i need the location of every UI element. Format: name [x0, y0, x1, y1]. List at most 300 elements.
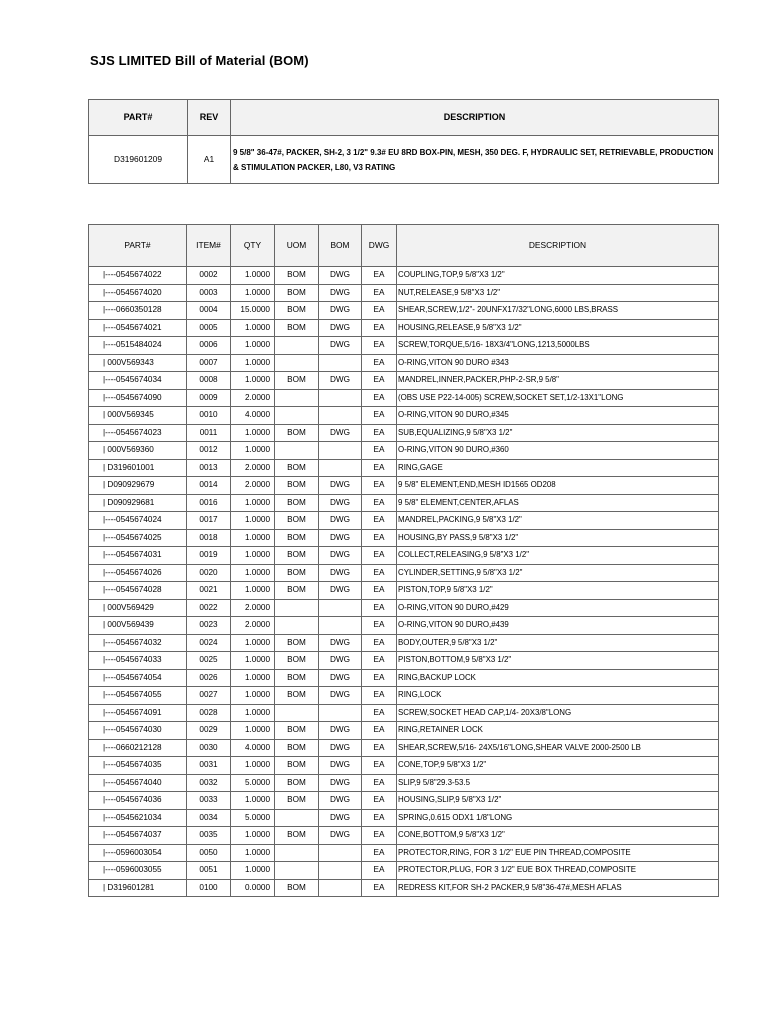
description-cell: SHEAR,SCREW,1/2"- 20UNFX17/32"LONG,6000 LBS,BRASS: [397, 302, 719, 320]
part-number-cell: |----0545621034: [89, 809, 187, 827]
quantity-cell: 2.0000: [231, 389, 275, 407]
table-row: [89, 687, 719, 705]
table-row: [89, 337, 719, 355]
description-cell: REDRESS KIT,FOR SH-2 PACKER,9 5/8"36-47#,MESH AFLAS: [397, 879, 719, 897]
part-number-cell: |----0545674021: [89, 319, 187, 337]
part-number-cell: |----0545674023: [89, 424, 187, 442]
dwg-cell: EA: [362, 722, 397, 740]
quantity-cell: 0.0000: [231, 879, 275, 897]
part-number-cell: | 000V569345: [89, 407, 187, 425]
table-row: [89, 529, 719, 547]
item-number-cell: 0032: [187, 774, 231, 792]
dwg-cell: EA: [362, 564, 397, 582]
bom-cell: DWG: [319, 652, 362, 670]
dwg-cell: EA: [362, 407, 397, 425]
description-cell: RING,BACKUP LOCK: [397, 669, 719, 687]
part-number-cell: | 000V569439: [89, 617, 187, 635]
bom-cell: DWG: [319, 477, 362, 495]
quantity-cell: 1.0000: [231, 652, 275, 670]
bom-col-description: DESCRIPTION: [397, 225, 719, 267]
bom-cell: DWG: [319, 319, 362, 337]
description-cell: O-RING,VITON 90 DURO,#429: [397, 599, 719, 617]
uom-cell: BOM: [275, 827, 319, 845]
item-number-cell: 0051: [187, 862, 231, 880]
quantity-cell: 1.0000: [231, 582, 275, 600]
description-cell: O-RING,VITON 90 DURO,#345: [397, 407, 719, 425]
item-number-cell: 0027: [187, 687, 231, 705]
quantity-cell: 1.0000: [231, 844, 275, 862]
dwg-cell: EA: [362, 424, 397, 442]
uom-cell: BOM: [275, 284, 319, 302]
uom-cell: [275, 599, 319, 617]
table-row: [89, 512, 719, 530]
item-number-cell: 0033: [187, 792, 231, 810]
table-row: [89, 354, 719, 372]
bom-cell: DWG: [319, 757, 362, 775]
table-row: [89, 652, 719, 670]
item-number-cell: 0006: [187, 337, 231, 355]
bom-cell: DWG: [319, 302, 362, 320]
dwg-cell: EA: [362, 879, 397, 897]
table-row: [89, 547, 719, 565]
part-number-cell: |----0660212128: [89, 739, 187, 757]
bom-cell: [319, 389, 362, 407]
description-cell: SUB,EQUALIZING,9 5/8"X3 1/2": [397, 424, 719, 442]
bom-cell: [319, 459, 362, 477]
bom-table-body: [89, 267, 719, 897]
item-number-cell: 0035: [187, 827, 231, 845]
uom-cell: [275, 844, 319, 862]
table-row: [89, 774, 719, 792]
part-number-cell: |----0660350128: [89, 302, 187, 320]
bom-cell: [319, 844, 362, 862]
item-number-cell: 0005: [187, 319, 231, 337]
table-row: [89, 827, 719, 845]
quantity-cell: 1.0000: [231, 319, 275, 337]
uom-cell: BOM: [275, 459, 319, 477]
quantity-cell: 1.0000: [231, 442, 275, 460]
part-number-cell: | D090929679: [89, 477, 187, 495]
dwg-cell: EA: [362, 267, 397, 285]
uom-cell: [275, 407, 319, 425]
dwg-cell: EA: [362, 774, 397, 792]
description-cell: RING,GAGE: [397, 459, 719, 477]
header-col-rev: REV: [188, 100, 231, 136]
dwg-cell: EA: [362, 372, 397, 390]
description-cell: RING,LOCK: [397, 687, 719, 705]
uom-cell: BOM: [275, 319, 319, 337]
uom-cell: BOM: [275, 669, 319, 687]
bom-cell: [319, 599, 362, 617]
uom-cell: [275, 862, 319, 880]
quantity-cell: 1.0000: [231, 827, 275, 845]
description-cell: 9 5/8" ELEMENT,END,MESH ID1565 OD208: [397, 477, 719, 495]
document-title: SJS LIMITED Bill of Material (BOM): [90, 53, 309, 68]
bom-cell: DWG: [319, 827, 362, 845]
description-cell: HOUSING,SLIP,9 5/8"X3 1/2": [397, 792, 719, 810]
description-cell: CONE,BOTTOM,9 5/8"X3 1/2": [397, 827, 719, 845]
header-col-description: DESCRIPTION: [231, 100, 719, 136]
item-number-cell: 0011: [187, 424, 231, 442]
quantity-cell: 2.0000: [231, 599, 275, 617]
table-row: [89, 617, 719, 635]
quantity-cell: 4.0000: [231, 739, 275, 757]
header-revision: A1: [188, 136, 231, 184]
table-row: [89, 389, 719, 407]
bom-cell: DWG: [319, 564, 362, 582]
description-cell: SCREW,SOCKET HEAD CAP,1/4- 20X3/8"LONG: [397, 704, 719, 722]
uom-cell: [275, 809, 319, 827]
description-cell: PISTON,BOTTOM,9 5/8"X3 1/2": [397, 652, 719, 670]
table-row: [89, 757, 719, 775]
item-number-cell: 0016: [187, 494, 231, 512]
item-number-cell: 0019: [187, 547, 231, 565]
item-number-cell: 0002: [187, 267, 231, 285]
uom-cell: BOM: [275, 424, 319, 442]
part-number-cell: |----0545674032: [89, 634, 187, 652]
bom-cell: DWG: [319, 634, 362, 652]
quantity-cell: 1.0000: [231, 424, 275, 442]
part-number-cell: |----0545674028: [89, 582, 187, 600]
item-number-cell: 0029: [187, 722, 231, 740]
part-number-cell: | D090929681: [89, 494, 187, 512]
dwg-cell: EA: [362, 302, 397, 320]
quantity-cell: 1.0000: [231, 862, 275, 880]
dwg-cell: EA: [362, 652, 397, 670]
quantity-cell: 1.0000: [231, 284, 275, 302]
bom-cell: DWG: [319, 669, 362, 687]
item-number-cell: 0028: [187, 704, 231, 722]
bom-cell: [319, 407, 362, 425]
bom-col-uom: UOM: [275, 225, 319, 267]
part-number-cell: | 000V569429: [89, 599, 187, 617]
part-number-cell: |----0545674020: [89, 284, 187, 302]
uom-cell: BOM: [275, 302, 319, 320]
header-table: [88, 99, 719, 184]
description-cell: BODY,OUTER,9 5/8"X3 1/2": [397, 634, 719, 652]
part-number-cell: | D319601281: [89, 879, 187, 897]
item-number-cell: 0031: [187, 757, 231, 775]
part-number-cell: |----0545674022: [89, 267, 187, 285]
part-number-cell: |----0545674031: [89, 547, 187, 565]
part-number-cell: |----0545674055: [89, 687, 187, 705]
bom-cell: DWG: [319, 792, 362, 810]
uom-cell: [275, 442, 319, 460]
uom-cell: BOM: [275, 757, 319, 775]
description-cell: PROTECTOR,PLUG, FOR 3 1/2" EUE BOX THREAD,COMPOSITE: [397, 862, 719, 880]
part-number-cell: |----0545674033: [89, 652, 187, 670]
description-cell: NUT,RELEASE,9 5/8"X3 1/2": [397, 284, 719, 302]
dwg-cell: EA: [362, 582, 397, 600]
quantity-cell: 1.0000: [231, 547, 275, 565]
part-number-cell: |----0545674040: [89, 774, 187, 792]
dwg-cell: EA: [362, 669, 397, 687]
header-part-number: D319601209: [89, 136, 188, 184]
dwg-cell: EA: [362, 319, 397, 337]
bom-col-item: ITEM#: [187, 225, 231, 267]
dwg-cell: EA: [362, 827, 397, 845]
dwg-cell: EA: [362, 494, 397, 512]
quantity-cell: 1.0000: [231, 512, 275, 530]
uom-cell: BOM: [275, 774, 319, 792]
description-cell: O-RING,VITON 90 DURO,#360: [397, 442, 719, 460]
table-row: [89, 792, 719, 810]
quantity-cell: 1.0000: [231, 529, 275, 547]
bom-cell: DWG: [319, 774, 362, 792]
item-number-cell: 0024: [187, 634, 231, 652]
uom-cell: BOM: [275, 477, 319, 495]
dwg-cell: EA: [362, 459, 397, 477]
description-cell: SPRING,0.615 ODX1 1/8"LONG: [397, 809, 719, 827]
quantity-cell: 2.0000: [231, 617, 275, 635]
dwg-cell: EA: [362, 792, 397, 810]
bom-cell: DWG: [319, 809, 362, 827]
bom-cell: [319, 354, 362, 372]
uom-cell: BOM: [275, 879, 319, 897]
part-number-cell: |----0545674026: [89, 564, 187, 582]
item-number-cell: 0030: [187, 739, 231, 757]
dwg-cell: EA: [362, 862, 397, 880]
table-row: [89, 809, 719, 827]
dwg-cell: EA: [362, 704, 397, 722]
table-row: [89, 844, 719, 862]
item-number-cell: 0012: [187, 442, 231, 460]
part-number-cell: |----0545674030: [89, 722, 187, 740]
part-number-cell: |----0545674091: [89, 704, 187, 722]
quantity-cell: 1.0000: [231, 634, 275, 652]
item-number-cell: 0026: [187, 669, 231, 687]
table-row: [89, 477, 719, 495]
quantity-cell: 4.0000: [231, 407, 275, 425]
item-number-cell: 0023: [187, 617, 231, 635]
part-number-cell: |----0545674054: [89, 669, 187, 687]
part-number-cell: | 000V569343: [89, 354, 187, 372]
table-row: [89, 722, 719, 740]
part-number-cell: |----0545674090: [89, 389, 187, 407]
table-row: [89, 494, 719, 512]
part-number-cell: |----0545674034: [89, 372, 187, 390]
bom-cell: DWG: [319, 547, 362, 565]
uom-cell: BOM: [275, 722, 319, 740]
part-number-cell: |----0596003055: [89, 862, 187, 880]
dwg-cell: EA: [362, 617, 397, 635]
description-cell: HOUSING,RELEASE,9 5/8"X3 1/2": [397, 319, 719, 337]
table-row: [89, 372, 719, 390]
item-number-cell: 0021: [187, 582, 231, 600]
bom-cell: DWG: [319, 267, 362, 285]
table-row: [89, 424, 719, 442]
description-cell: COLLECT,RELEASING,9 5/8"X3 1/2": [397, 547, 719, 565]
bom-cell: [319, 704, 362, 722]
table-row: [89, 442, 719, 460]
item-number-cell: 0022: [187, 599, 231, 617]
table-row: [89, 704, 719, 722]
uom-cell: BOM: [275, 687, 319, 705]
part-number-cell: |----0545674037: [89, 827, 187, 845]
description-cell: SCREW,TORQUE,5/16- 18X3/4"LONG,1213,5000LBS: [397, 337, 719, 355]
description-cell: PISTON,TOP,9 5/8"X3 1/2": [397, 582, 719, 600]
uom-cell: BOM: [275, 792, 319, 810]
uom-cell: [275, 389, 319, 407]
uom-cell: BOM: [275, 564, 319, 582]
table-row: [89, 459, 719, 477]
part-number-cell: | 000V569360: [89, 442, 187, 460]
bom-cell: DWG: [319, 687, 362, 705]
dwg-cell: EA: [362, 337, 397, 355]
uom-cell: BOM: [275, 652, 319, 670]
dwg-cell: EA: [362, 547, 397, 565]
dwg-cell: EA: [362, 757, 397, 775]
table-row: [89, 582, 719, 600]
bom-cell: DWG: [319, 512, 362, 530]
uom-cell: [275, 337, 319, 355]
description-cell: 9 5/8" ELEMENT,CENTER,AFLAS: [397, 494, 719, 512]
quantity-cell: 15.0000: [231, 302, 275, 320]
bom-cell: DWG: [319, 722, 362, 740]
dwg-cell: EA: [362, 844, 397, 862]
description-cell: O-RING,VITON 90 DURO,#439: [397, 617, 719, 635]
item-number-cell: 0017: [187, 512, 231, 530]
item-number-cell: 0050: [187, 844, 231, 862]
quantity-cell: 1.0000: [231, 792, 275, 810]
bom-cell: DWG: [319, 284, 362, 302]
part-number-cell: |----0596003054: [89, 844, 187, 862]
item-number-cell: 0010: [187, 407, 231, 425]
item-number-cell: 0003: [187, 284, 231, 302]
part-number-cell: | D319601001: [89, 459, 187, 477]
part-number-cell: |----0545674036: [89, 792, 187, 810]
item-number-cell: 0020: [187, 564, 231, 582]
bom-col-bom: BOM: [319, 225, 362, 267]
uom-cell: BOM: [275, 267, 319, 285]
bom-col-qty: QTY: [231, 225, 275, 267]
description-cell: COUPLING,TOP,9 5/8"X3 1/2": [397, 267, 719, 285]
item-number-cell: 0004: [187, 302, 231, 320]
quantity-cell: 1.0000: [231, 704, 275, 722]
table-row: [89, 634, 719, 652]
quantity-cell: 1.0000: [231, 757, 275, 775]
item-number-cell: 0014: [187, 477, 231, 495]
quantity-cell: 1.0000: [231, 337, 275, 355]
description-cell: (OBS USE P22-14-005) SCREW,SOCKET SET,1/2-13X1"LONG: [397, 389, 719, 407]
uom-cell: [275, 704, 319, 722]
dwg-cell: EA: [362, 809, 397, 827]
bom-table: [88, 224, 719, 897]
part-number-cell: |----0545674024: [89, 512, 187, 530]
item-number-cell: 0013: [187, 459, 231, 477]
description-cell: CONE,TOP,9 5/8"X3 1/2": [397, 757, 719, 775]
table-row: [89, 739, 719, 757]
item-number-cell: 0034: [187, 809, 231, 827]
quantity-cell: 1.0000: [231, 564, 275, 582]
uom-cell: BOM: [275, 372, 319, 390]
dwg-cell: EA: [362, 739, 397, 757]
dwg-cell: EA: [362, 442, 397, 460]
description-cell: HOUSING,BY PASS,9 5/8"X3 1/2": [397, 529, 719, 547]
bom-cell: DWG: [319, 494, 362, 512]
part-number-cell: |----0545674025: [89, 529, 187, 547]
description-cell: SHEAR,SCREW,5/16- 24X5/16"LONG,SHEAR VALVE 2000-2500 LB: [397, 739, 719, 757]
part-number-cell: |----0545674035: [89, 757, 187, 775]
description-cell: PROTECTOR,RING, FOR 3 1/2" EUE PIN THREAD,COMPOSITE: [397, 844, 719, 862]
bom-cell: DWG: [319, 372, 362, 390]
bom-cell: [319, 442, 362, 460]
table-row: [89, 599, 719, 617]
item-number-cell: 0008: [187, 372, 231, 390]
item-number-cell: 0007: [187, 354, 231, 372]
bom-col-dwg: DWG: [362, 225, 397, 267]
uom-cell: BOM: [275, 494, 319, 512]
quantity-cell: 1.0000: [231, 669, 275, 687]
table-row: [89, 669, 719, 687]
dwg-cell: EA: [362, 284, 397, 302]
table-row: [89, 862, 719, 880]
dwg-cell: EA: [362, 512, 397, 530]
quantity-cell: 2.0000: [231, 459, 275, 477]
header-table-row: [89, 136, 719, 184]
bom-cell: DWG: [319, 424, 362, 442]
uom-cell: [275, 617, 319, 635]
dwg-cell: EA: [362, 687, 397, 705]
bom-cell: [319, 879, 362, 897]
quantity-cell: 1.0000: [231, 267, 275, 285]
bom-cell: [319, 862, 362, 880]
quantity-cell: 1.0000: [231, 354, 275, 372]
bom-cell: DWG: [319, 739, 362, 757]
quantity-cell: 1.0000: [231, 722, 275, 740]
table-row: [89, 284, 719, 302]
description-cell: MANDREL,INNER,PACKER,PHP-2-SR,9 5/8": [397, 372, 719, 390]
description-cell: MANDREL,PACKING,9 5/8"X3 1/2": [397, 512, 719, 530]
dwg-cell: EA: [362, 389, 397, 407]
uom-cell: BOM: [275, 512, 319, 530]
dwg-cell: EA: [362, 634, 397, 652]
description-cell: RING,RETAINER LOCK: [397, 722, 719, 740]
table-row: [89, 564, 719, 582]
description-cell: O-RING,VITON 90 DURO #343: [397, 354, 719, 372]
bom-cell: DWG: [319, 337, 362, 355]
uom-cell: [275, 354, 319, 372]
uom-cell: BOM: [275, 547, 319, 565]
bom-cell: DWG: [319, 582, 362, 600]
table-row: [89, 302, 719, 320]
item-number-cell: 0025: [187, 652, 231, 670]
dwg-cell: EA: [362, 529, 397, 547]
bom-cell: DWG: [319, 529, 362, 547]
quantity-cell: 1.0000: [231, 372, 275, 390]
bom-col-part: PART#: [89, 225, 187, 267]
dwg-cell: EA: [362, 599, 397, 617]
quantity-cell: 5.0000: [231, 774, 275, 792]
item-number-cell: 0100: [187, 879, 231, 897]
header-col-part: PART#: [89, 100, 188, 136]
table-row: [89, 319, 719, 337]
quantity-cell: 5.0000: [231, 809, 275, 827]
dwg-cell: EA: [362, 477, 397, 495]
uom-cell: BOM: [275, 582, 319, 600]
quantity-cell: 1.0000: [231, 494, 275, 512]
item-number-cell: 0018: [187, 529, 231, 547]
header-description: 9 5/8" 36-47#, PACKER, SH-2, 3 1/2" 9.3# EU 8RD BOX-PIN, MESH, 350 DEG. F, HYDRAULIC SET, RETRIEVABLE, PRODUCTION & STIMULATION PACKER, L80, V3 RATING: [231, 136, 719, 184]
description-cell: SLIP,9 5/8"29.3-53.5: [397, 774, 719, 792]
table-row: [89, 879, 719, 897]
description-cell: CYLINDER,SETTING,9 5/8"X3 1/2": [397, 564, 719, 582]
dwg-cell: EA: [362, 354, 397, 372]
table-row: [89, 407, 719, 425]
header-table-head-row: [89, 100, 719, 136]
part-number-cell: |----0515484024: [89, 337, 187, 355]
uom-cell: BOM: [275, 739, 319, 757]
